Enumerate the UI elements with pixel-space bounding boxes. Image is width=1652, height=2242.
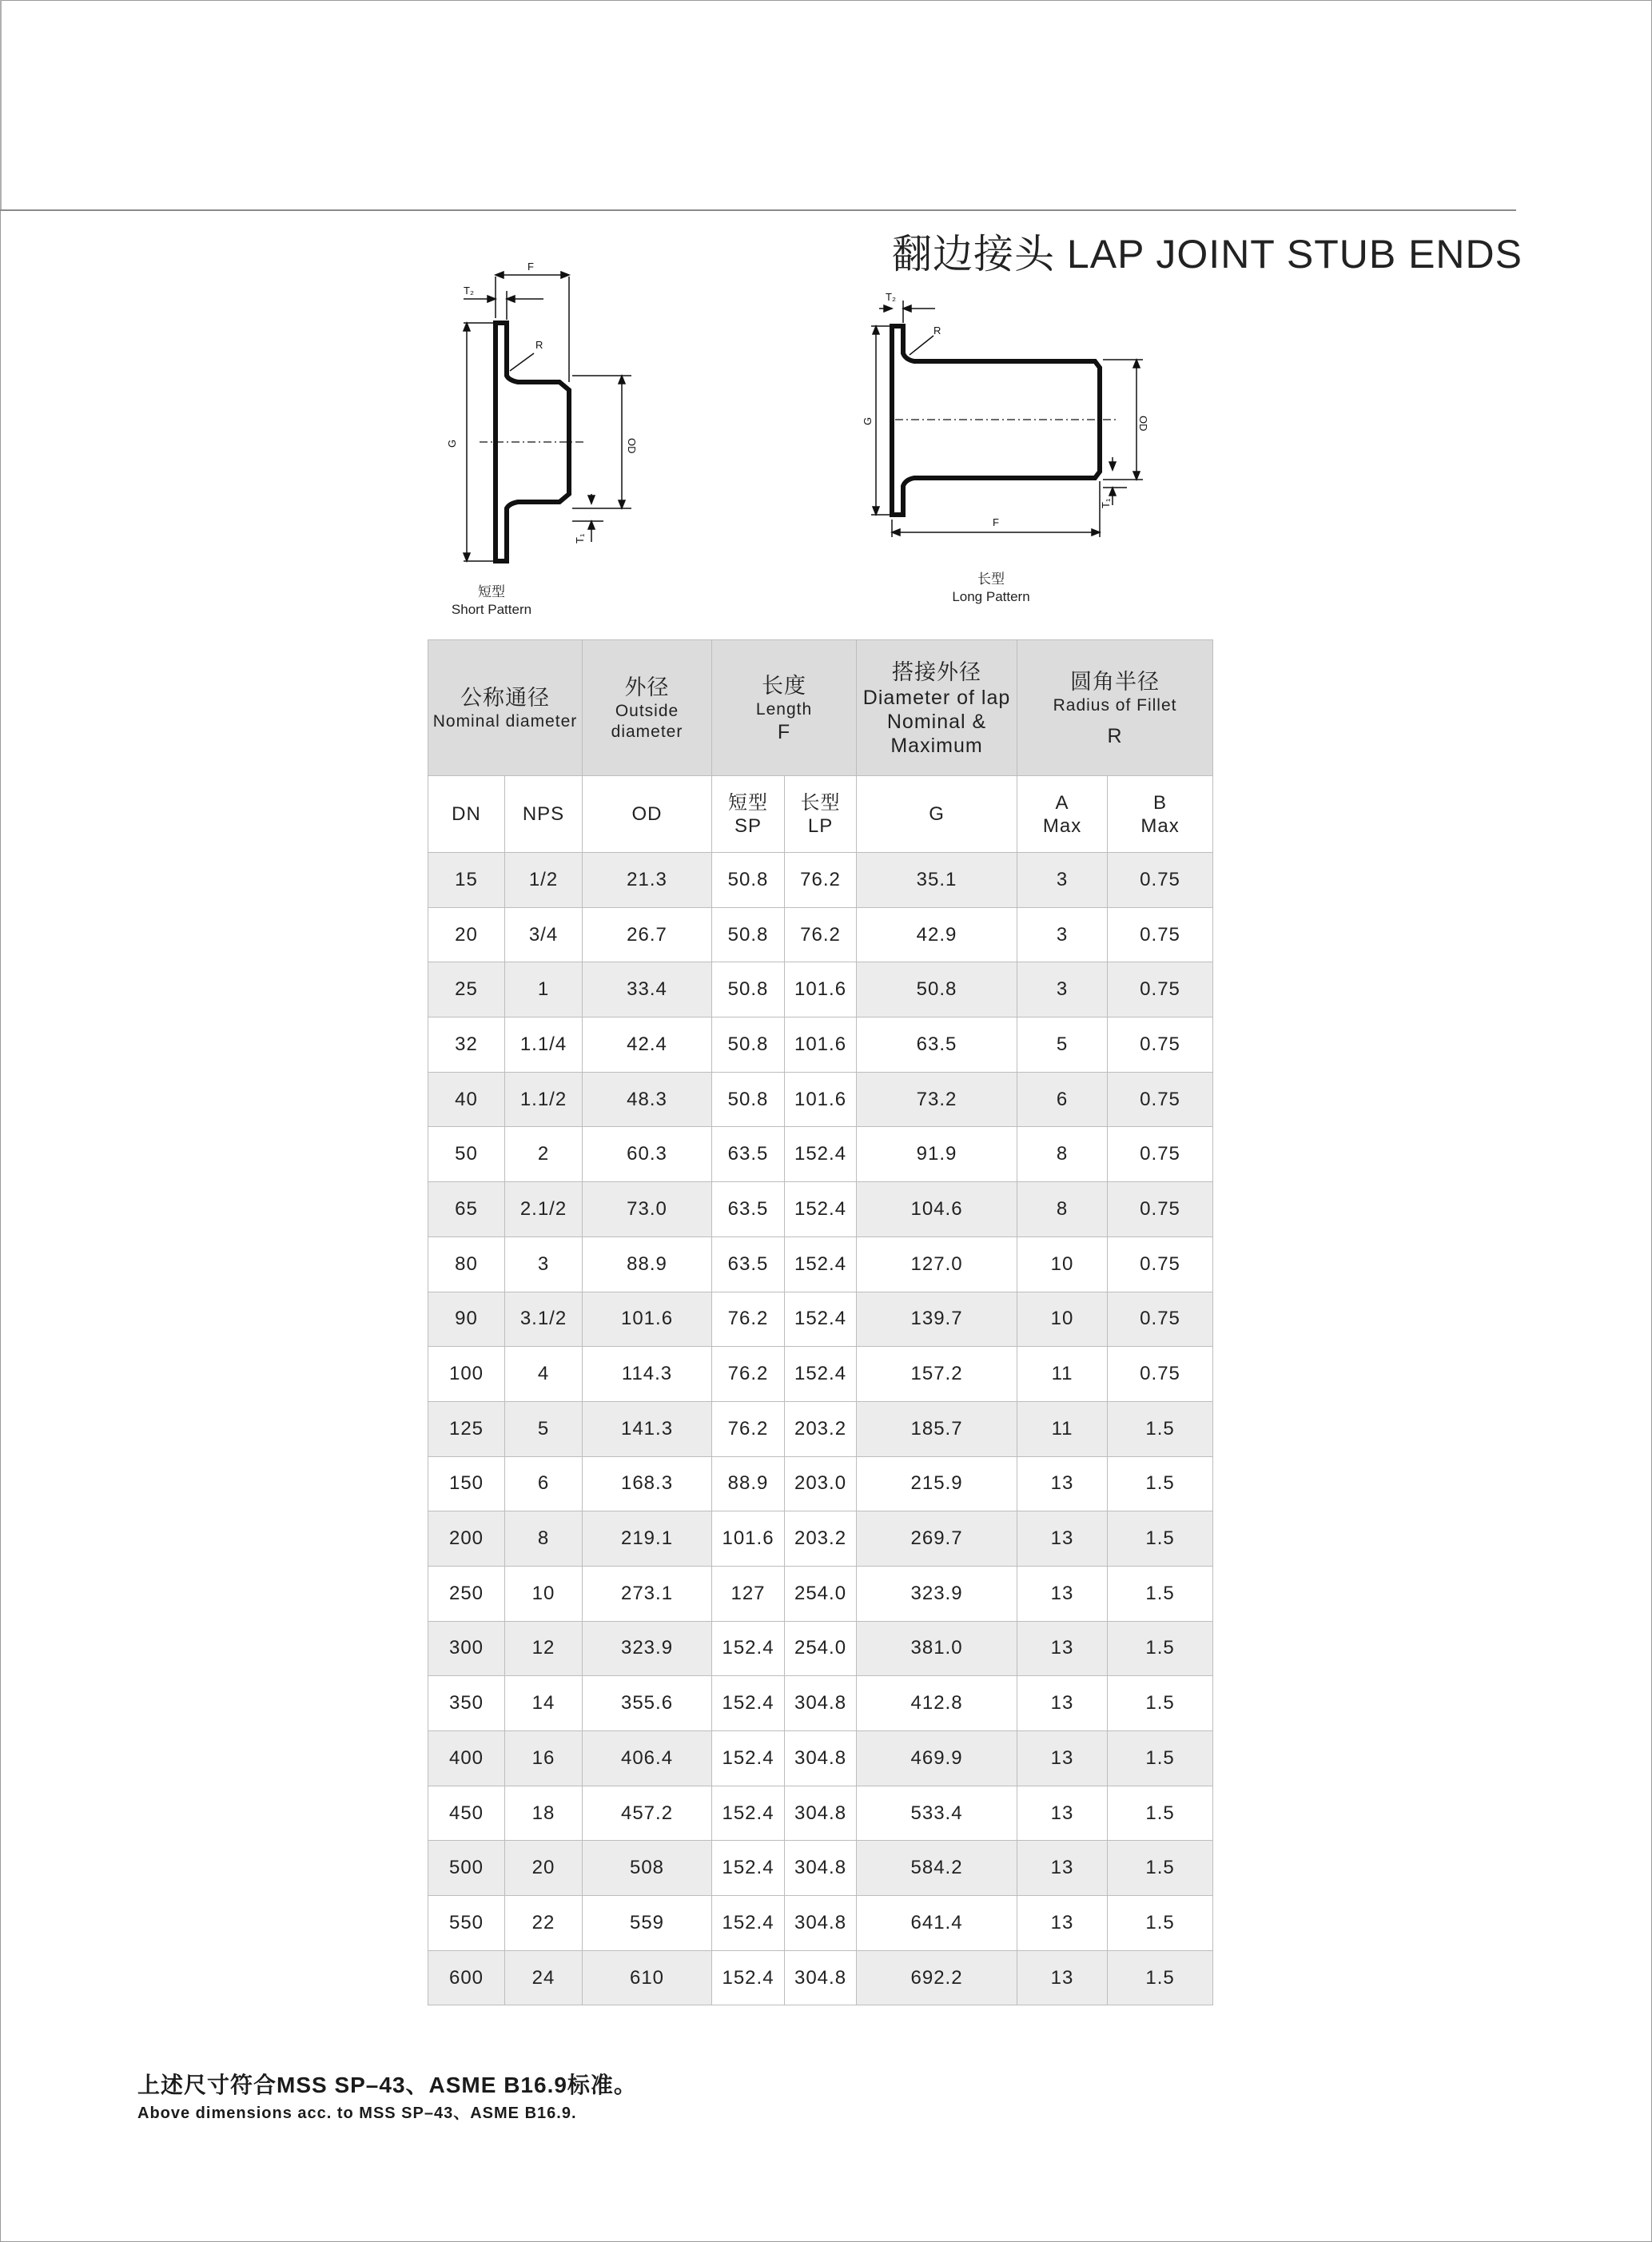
cell-g: 692.2 [857, 1950, 1017, 2005]
cell-od: 42.4 [583, 1017, 712, 1073]
cell-a: 5 [1017, 1017, 1108, 1073]
header-nominal-diameter [428, 640, 583, 776]
header-radius-sym: R [1107, 724, 1123, 747]
cell-a: 13 [1017, 1566, 1108, 1621]
cell-sp: 76.2 [712, 1401, 785, 1456]
long-pattern-drawing [863, 289, 1159, 553]
subheader-sp-en: SP [734, 814, 762, 837]
table-row [428, 1950, 1213, 2005]
subheader-sp [712, 776, 785, 853]
table-body [428, 853, 1213, 2005]
subheader-a-max: Max [1042, 814, 1082, 837]
cell-nps: 2 [505, 1127, 583, 1182]
cell-lp: 152.4 [785, 1347, 857, 1402]
long-label-t1: T₁ [1100, 498, 1112, 508]
cell-sp: 50.8 [712, 1017, 785, 1073]
table-row [428, 1731, 1213, 1786]
cell-b: 1.5 [1108, 1621, 1213, 1676]
subheader-a [1017, 776, 1108, 853]
cell-a: 3 [1017, 853, 1108, 908]
cell-b: 1.5 [1108, 1401, 1213, 1456]
cell-nps: 1.1/2 [505, 1072, 583, 1127]
cell-sp: 101.6 [712, 1511, 785, 1567]
cell-lp: 304.8 [785, 1731, 857, 1786]
long-label-g: G [862, 416, 874, 425]
cell-dn: 300 [428, 1621, 505, 1676]
cell-lp: 304.8 [785, 1896, 857, 1951]
table-subheader-row [428, 776, 1213, 853]
cell-b: 1.5 [1108, 1786, 1213, 1841]
cell-b: 1.5 [1108, 1676, 1213, 1731]
cell-dn: 20 [428, 907, 505, 962]
cell-od: 48.3 [583, 1072, 712, 1127]
cell-dn: 65 [428, 1182, 505, 1237]
cell-nps: 3 [505, 1236, 583, 1292]
cell-dn: 400 [428, 1731, 505, 1786]
cell-sp: 76.2 [712, 1347, 785, 1402]
subheader-lp-zh: 长型 [800, 791, 841, 814]
cell-nps: 24 [505, 1950, 583, 2005]
header-rule [0, 209, 1516, 211]
cell-sp: 50.8 [712, 1072, 785, 1127]
cell-lp: 203.0 [785, 1456, 857, 1511]
header-radius-zh: 圆角半径 [1070, 669, 1160, 694]
cell-lp: 101.6 [785, 1017, 857, 1073]
cell-b: 1.5 [1108, 1566, 1213, 1621]
cell-dn: 600 [428, 1950, 505, 2005]
cell-a: 13 [1017, 1841, 1108, 1896]
table-header-row [428, 640, 1213, 776]
table-row [428, 1347, 1213, 1402]
cell-od: 168.3 [583, 1456, 712, 1511]
cell-lp: 152.4 [785, 1127, 857, 1182]
table-row [428, 1236, 1213, 1292]
short-pattern-caption [424, 583, 559, 619]
cell-a: 13 [1017, 1676, 1108, 1731]
cell-b: 0.75 [1108, 1182, 1213, 1237]
cell-od: 273.1 [583, 1566, 712, 1621]
table-row [428, 1292, 1213, 1347]
cell-lp: 76.2 [785, 853, 857, 908]
cell-b: 0.75 [1108, 853, 1213, 908]
cell-lp: 203.2 [785, 1401, 857, 1456]
cell-od: 323.9 [583, 1621, 712, 1676]
cell-b: 0.75 [1108, 962, 1213, 1017]
cell-a: 13 [1017, 1731, 1108, 1786]
short-label-od: OD [626, 438, 638, 454]
cell-g: 127.0 [857, 1236, 1017, 1292]
cell-g: 104.6 [857, 1182, 1017, 1237]
table-row [428, 1182, 1213, 1237]
cell-g: 381.0 [857, 1621, 1017, 1676]
cell-sp: 152.4 [712, 1621, 785, 1676]
subheader-b-max: Max [1140, 814, 1180, 837]
cell-nps: 2.1/2 [505, 1182, 583, 1237]
cell-od: 33.4 [583, 962, 712, 1017]
cell-sp: 127 [712, 1566, 785, 1621]
cell-lp: 101.6 [785, 1072, 857, 1127]
table-row [428, 1017, 1213, 1073]
cell-sp: 50.8 [712, 962, 785, 1017]
cell-g: 215.9 [857, 1456, 1017, 1511]
cell-a: 13 [1017, 1786, 1108, 1841]
cell-b: 0.75 [1108, 1072, 1213, 1127]
cell-od: 114.3 [583, 1347, 712, 1402]
cell-dn: 550 [428, 1896, 505, 1951]
cell-od: 73.0 [583, 1182, 712, 1237]
subheader-lp-en: LP [807, 814, 834, 837]
cell-nps: 12 [505, 1621, 583, 1676]
cell-a: 11 [1017, 1347, 1108, 1402]
cell-b: 1.5 [1108, 1950, 1213, 2005]
cell-a: 10 [1017, 1236, 1108, 1292]
cell-nps: 3.1/2 [505, 1292, 583, 1347]
cell-sp: 50.8 [712, 853, 785, 908]
cell-nps: 1 [505, 962, 583, 1017]
header-lap-en1: Diameter of lap [862, 686, 1011, 709]
subheader-a-label: A [1055, 791, 1069, 814]
subheader-b [1108, 776, 1213, 853]
cell-b: 1.5 [1108, 1841, 1213, 1896]
cell-sp: 152.4 [712, 1731, 785, 1786]
cell-nps: 1.1/4 [505, 1017, 583, 1073]
subheader-g: G [857, 776, 1017, 853]
cell-lp: 304.8 [785, 1841, 857, 1896]
table-row [428, 1676, 1213, 1731]
cell-b: 0.75 [1108, 1347, 1213, 1402]
cell-dn: 150 [428, 1456, 505, 1511]
short-pattern-svg [432, 254, 647, 574]
short-label-f: F [527, 261, 534, 273]
cell-od: 60.3 [583, 1127, 712, 1182]
dimensions-table [428, 639, 1213, 2005]
table-row [428, 907, 1213, 962]
table-row [428, 1896, 1213, 1951]
cell-lp: 101.6 [785, 962, 857, 1017]
cell-a: 13 [1017, 1456, 1108, 1511]
cell-b: 0.75 [1108, 1292, 1213, 1347]
header-outside-zh: 外径 [624, 675, 670, 699]
header-nominal-zh: 公称通径 [460, 685, 550, 710]
cell-b: 1.5 [1108, 1456, 1213, 1511]
cell-b: 0.75 [1108, 1236, 1213, 1292]
long-pattern-caption [923, 571, 1059, 606]
cell-od: 21.3 [583, 853, 712, 908]
cell-od: 610 [583, 1950, 712, 2005]
cell-nps: 4 [505, 1347, 583, 1402]
cell-sp: 152.4 [712, 1676, 785, 1731]
cell-g: 412.8 [857, 1676, 1017, 1731]
short-caption-en: Short Pattern [451, 602, 532, 617]
subheader-b-label: B [1153, 791, 1168, 814]
cell-g: 269.7 [857, 1511, 1017, 1567]
table-row [428, 1127, 1213, 1182]
subheader-lp [785, 776, 857, 853]
cell-dn: 40 [428, 1072, 505, 1127]
header-length-sym: F [777, 720, 791, 743]
cell-g: 139.7 [857, 1292, 1017, 1347]
cell-g: 323.9 [857, 1566, 1017, 1621]
cell-od: 219.1 [583, 1511, 712, 1567]
cell-a: 13 [1017, 1950, 1108, 2005]
cell-g: 157.2 [857, 1347, 1017, 1402]
cell-lp: 152.4 [785, 1236, 857, 1292]
table-row [428, 1786, 1213, 1841]
cell-b: 0.75 [1108, 1127, 1213, 1182]
cell-dn: 50 [428, 1127, 505, 1182]
cell-g: 63.5 [857, 1017, 1017, 1073]
header-length-en: Length [755, 699, 813, 719]
cell-sp: 63.5 [712, 1236, 785, 1292]
long-label-t2: T₂ [886, 291, 896, 303]
cell-g: 91.9 [857, 1127, 1017, 1182]
cell-g: 469.9 [857, 1731, 1017, 1786]
cell-nps: 14 [505, 1676, 583, 1731]
cell-od: 457.2 [583, 1786, 712, 1841]
header-length-zh: 长度 [762, 673, 807, 698]
short-pattern-drawing [432, 254, 647, 574]
cell-lp: 304.8 [785, 1676, 857, 1731]
cell-nps: 1/2 [505, 853, 583, 908]
table-row [428, 1566, 1213, 1621]
table-row [428, 1072, 1213, 1127]
cell-a: 3 [1017, 907, 1108, 962]
header-lap-en3: Maximum [890, 734, 983, 757]
cell-nps: 6 [505, 1456, 583, 1511]
cell-dn: 125 [428, 1401, 505, 1456]
table-row [428, 1621, 1213, 1676]
cell-a: 11 [1017, 1401, 1108, 1456]
cell-g: 73.2 [857, 1072, 1017, 1127]
long-caption-zh: 长型 [977, 571, 1005, 587]
short-label-r: R [535, 339, 543, 351]
cell-sp: 76.2 [712, 1292, 785, 1347]
cell-a: 6 [1017, 1072, 1108, 1127]
cell-a: 8 [1017, 1127, 1108, 1182]
cell-od: 26.7 [583, 907, 712, 962]
cell-dn: 90 [428, 1292, 505, 1347]
left-margin-line [0, 0, 2, 209]
cell-nps: 18 [505, 1786, 583, 1841]
short-label-g: G [446, 439, 458, 448]
header-outside-en1: Outside [615, 701, 679, 720]
cell-nps: 8 [505, 1511, 583, 1567]
cell-g: 185.7 [857, 1401, 1017, 1456]
cell-sp: 152.4 [712, 1950, 785, 2005]
cell-od: 88.9 [583, 1236, 712, 1292]
standards-note-zh: 上述尺寸符合MSS SP–43、ASME B16.9标准。 [137, 2073, 637, 2097]
cell-nps: 20 [505, 1841, 583, 1896]
cell-sp: 63.5 [712, 1182, 785, 1237]
cell-dn: 200 [428, 1511, 505, 1567]
header-lap-zh: 搭接外径 [892, 659, 982, 684]
header-radius-fillet [1017, 640, 1213, 776]
subheader-dn: DN [428, 776, 505, 853]
cell-lp: 254.0 [785, 1566, 857, 1621]
cell-nps: 3/4 [505, 907, 583, 962]
cell-od: 559 [583, 1896, 712, 1951]
table-row [428, 853, 1213, 908]
table-row [428, 1511, 1213, 1567]
long-caption-en: Long Pattern [952, 589, 1030, 604]
cell-dn: 80 [428, 1236, 505, 1292]
cell-nps: 22 [505, 1896, 583, 1951]
cell-sp: 50.8 [712, 907, 785, 962]
cell-dn: 250 [428, 1566, 505, 1621]
cell-lp: 304.8 [785, 1950, 857, 2005]
cell-a: 10 [1017, 1292, 1108, 1347]
cell-od: 508 [583, 1841, 712, 1896]
subheader-nps: NPS [505, 776, 583, 853]
cell-lp: 76.2 [785, 907, 857, 962]
cell-dn: 100 [428, 1347, 505, 1402]
cell-g: 584.2 [857, 1841, 1017, 1896]
cell-sp: 152.4 [712, 1841, 785, 1896]
cell-a: 8 [1017, 1182, 1108, 1237]
subheader-sp-zh: 短型 [728, 791, 769, 814]
cell-g: 35.1 [857, 853, 1017, 908]
cell-g: 42.9 [857, 907, 1017, 962]
cell-b: 1.5 [1108, 1896, 1213, 1951]
cell-b: 0.75 [1108, 907, 1213, 962]
cell-a: 13 [1017, 1896, 1108, 1951]
cell-g: 533.4 [857, 1786, 1017, 1841]
long-pattern-svg [863, 289, 1159, 553]
cell-lp: 203.2 [785, 1511, 857, 1567]
header-length [712, 640, 857, 776]
cell-od: 355.6 [583, 1676, 712, 1731]
cell-dn: 450 [428, 1786, 505, 1841]
cell-dn: 15 [428, 853, 505, 908]
cell-a: 13 [1017, 1511, 1108, 1567]
cell-a: 13 [1017, 1621, 1108, 1676]
header-radius-en: Radius of Fillet [1053, 695, 1177, 715]
short-caption-zh: 短型 [478, 584, 505, 599]
header-outside-en2: diameter [611, 722, 683, 741]
cell-od: 141.3 [583, 1401, 712, 1456]
long-label-r: R [933, 325, 941, 336]
short-label-t1: T₁ [574, 533, 586, 544]
header-lap-en2: Nominal & [886, 710, 987, 733]
cell-nps: 10 [505, 1566, 583, 1621]
table-row [428, 1401, 1213, 1456]
cell-dn: 25 [428, 962, 505, 1017]
header-outside-diameter [583, 640, 712, 776]
table-row [428, 1456, 1213, 1511]
cell-a: 3 [1017, 962, 1108, 1017]
cell-lp: 254.0 [785, 1621, 857, 1676]
cell-b: 0.75 [1108, 1017, 1213, 1073]
cell-dn: 350 [428, 1676, 505, 1731]
cell-dn: 500 [428, 1841, 505, 1896]
subheader-od: OD [583, 776, 712, 853]
standards-note-en: Above dimensions acc. to MSS SP–43、ASME B16.9. [137, 2105, 577, 2122]
long-label-f: F [993, 516, 999, 528]
page-title: 翻边接头 LAP JOINT STUB ENDS [892, 232, 1523, 277]
cell-b: 1.5 [1108, 1511, 1213, 1567]
header-nominal-en: Nominal diameter [432, 711, 578, 731]
table-row [428, 962, 1213, 1017]
header-lap-diameter [857, 640, 1017, 776]
short-label-t2: T₂ [464, 285, 474, 297]
cell-sp: 63.5 [712, 1127, 785, 1182]
cell-lp: 152.4 [785, 1292, 857, 1347]
long-label-od: OD [1137, 416, 1149, 432]
cell-dn: 32 [428, 1017, 505, 1073]
cell-sp: 88.9 [712, 1456, 785, 1511]
cell-g: 641.4 [857, 1896, 1017, 1951]
cell-nps: 16 [505, 1731, 583, 1786]
cell-nps: 5 [505, 1401, 583, 1456]
cell-lp: 304.8 [785, 1786, 857, 1841]
cell-lp: 152.4 [785, 1182, 857, 1237]
cell-sp: 152.4 [712, 1896, 785, 1951]
cell-sp: 152.4 [712, 1786, 785, 1841]
cell-od: 406.4 [583, 1731, 712, 1786]
cell-b: 1.5 [1108, 1731, 1213, 1786]
table-row [428, 1841, 1213, 1896]
cell-g: 50.8 [857, 962, 1017, 1017]
cell-od: 101.6 [583, 1292, 712, 1347]
